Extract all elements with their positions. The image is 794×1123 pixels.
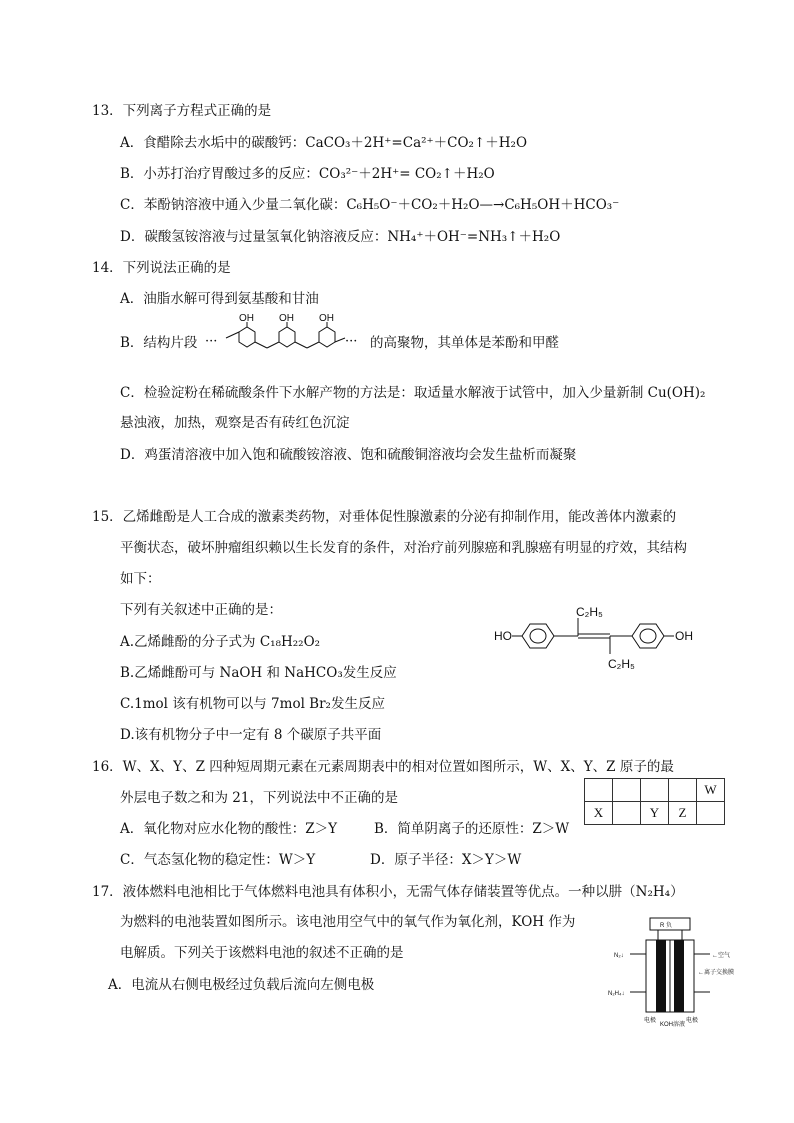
q16-option-b: B．简单阴离子的还原性：Z＞W — [374, 821, 570, 837]
diethylstilbestrol-structure — [494, 598, 704, 678]
svg-text:···: ··· — [205, 334, 218, 349]
electrolyte-label: KOH溶液 — [660, 1022, 686, 1028]
q13-option-c: C．苯酚钠溶液中通入少量二氧化碳：C₆H₅O⁻＋CO₂＋H₂O—→C₆H₅OH＋HCO₃⁻ — [120, 197, 620, 213]
ethyl-label-bottom: C₂H₅ — [608, 657, 635, 671]
table-cell — [613, 779, 641, 802]
q15-stem-line2: 平衡状态，破坏肿瘤组织赖以生长发育的条件，对治疗前列腺癌和乳腺癌有明显的疗效，其结构 — [120, 540, 687, 556]
q16-option-a: A．氧化物对应水化物的酸性：Z＞Y — [120, 821, 338, 837]
air-label: ←空气 — [712, 953, 731, 959]
table-cell — [641, 779, 669, 802]
q15-ask: 下列有关叙述中正确的是： — [120, 602, 282, 618]
table-cell: X — [585, 802, 613, 825]
oh-label-1: OH — [239, 314, 254, 324]
ho-label: HO — [494, 629, 512, 643]
oh-label-2: OH — [279, 314, 294, 324]
q15-option-c: C.1mol 该有机物可以与 7mol Br₂发生反应 — [120, 696, 385, 712]
q16-option-d: D．原子半径：X＞Y＞W — [370, 852, 522, 868]
q13-option-a: A．食醋除去水垢中的碳酸钙：CaCO₃＋2H⁺=Ca²⁺＋CO₂↑＋H₂O — [120, 135, 528, 151]
q17-stem-line1: 17．液体燃料电池相比于气体燃料电池具有体积小，无需气体存储装置等优点。一种以肼（N₂H₄） — [92, 884, 684, 900]
table-cell — [669, 779, 697, 802]
q16-option-c: C．气态氢化物的稳定性：W＞Y — [120, 852, 316, 868]
q13-stem: 13．下列离子方程式正确的是 — [92, 103, 272, 119]
svg-text:···: ··· — [345, 334, 358, 349]
fuel-cell-diagram — [606, 912, 756, 1028]
q15-option-d: D.该有机物分子中一定有 8 个碳原子共平面 — [120, 727, 382, 743]
q17-stem-line2: 为燃料的电池装置如图所示。该电池用空气中的氧气作为氧化剂，KOH 作为 — [120, 914, 576, 930]
membrane-label: ←离子交换膜 — [698, 970, 735, 976]
q15-stem-line3: 如下： — [120, 571, 161, 587]
table-cell — [613, 802, 641, 825]
left-inlet-label: N₂↓ — [614, 953, 624, 959]
left-electrode-label: 电极 — [644, 1018, 657, 1024]
table-cell: Z — [669, 802, 697, 825]
q14-option-b-prefix: B．结构片段 — [120, 335, 198, 351]
q16-stem-line2: 外层电子数之和为 21，下列说法中不正确的是 — [120, 790, 398, 806]
table-cell — [585, 779, 613, 802]
q14-option-b-suffix: 的高聚物，其单体是苯酚和甲醛 — [370, 335, 559, 351]
q16-stem-line1: 16．W、X、Y、Z 四种短周期元素在元素周期表中的相对位置如图所示，W、X、Y、Z 原子的最 — [92, 759, 674, 775]
table-row — [585, 779, 725, 802]
right-electrode-label: 电极 — [686, 1018, 699, 1024]
q14-stem: 14．下列说法正确的是 — [92, 260, 231, 276]
table-cell: W — [697, 779, 725, 802]
table-row — [585, 802, 725, 825]
q17-option-a: A．电流从右侧电极经过负载后流向左侧电极 — [108, 977, 375, 993]
q15-option-a: A.乙烯雌酚的分子式为 C₁₈H₂₂O₂ — [120, 634, 321, 650]
ethyl-label-top: C₂H₅ — [576, 605, 603, 619]
oh-label-3: OH — [319, 314, 334, 324]
table-cell — [697, 802, 725, 825]
table-cell: Y — [641, 802, 669, 825]
phenol-formaldehyde-structure — [205, 314, 369, 364]
q13-option-b: B．小苏打治疗胃酸过多的反应：CO₃²⁻＋2H⁺= CO₂↑＋H₂O — [120, 166, 495, 182]
q15-option-b: B.乙烯雌酚可与 NaOH 和 NaHCO₃发生反应 — [120, 665, 397, 681]
hydrazine-label: N₂H₄↓ — [608, 991, 625, 997]
q17-stem-line3: 电解质。下列关于该燃料电池的叙述不正确的是 — [120, 945, 404, 961]
oh-label: OH — [675, 629, 693, 643]
q14-option-a: A．油脂水解可得到氨基酸和甘油 — [120, 291, 319, 307]
q14-option-c-line2: 悬浊液，加热，观察是否有砖红色沉淀 — [120, 415, 350, 431]
periodic-position-table — [584, 778, 725, 825]
q14-option-d: D．鸡蛋清溶液中加入饱和硫酸铵溶液、饱和硫酸铜溶液均会发生盐析而凝聚 — [120, 447, 577, 463]
load-label: R 负 — [660, 923, 673, 929]
q15-stem-line1: 15．乙烯雌酚是人工合成的激素类药物，对垂体促性腺激素的分泌有抑制作用，能改善体内激素的 — [92, 509, 677, 525]
q14-option-c-line1: C．检验淀粉在稀硫酸条件下水解产物的方法是：取适量水解液于试管中，加入少量新制 Cu(OH)₂ — [120, 385, 706, 401]
q13-option-d: D．碳酸氢铵溶液与过量氢氧化钠溶液反应：NH₄⁺＋OH⁻=NH₃↑＋H₂O — [120, 229, 561, 245]
